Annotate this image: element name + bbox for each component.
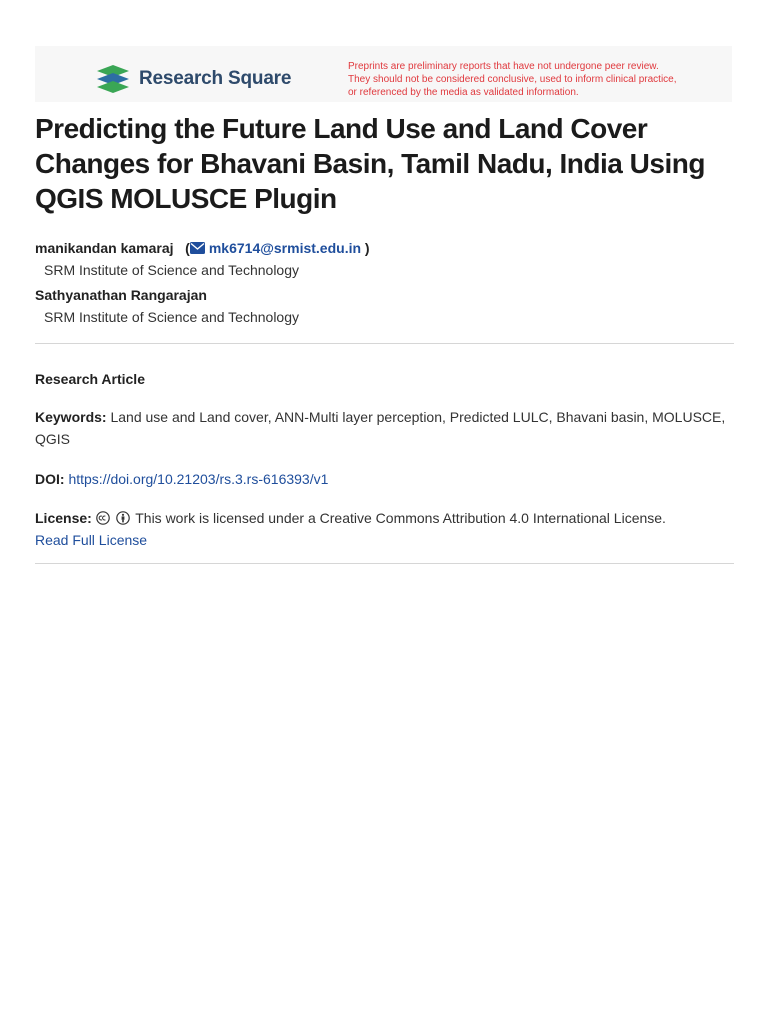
doi-link[interactable]: https://doi.org/10.21203/rs.3.rs-616393/v1 xyxy=(68,471,329,487)
author-name: manikandan kamaraj xyxy=(35,240,174,256)
by-icon xyxy=(116,511,130,525)
author-affiliation: SRM Institute of Science and Technology xyxy=(44,262,300,278)
disclaimer-line: or referenced by the media as validated information. xyxy=(348,87,579,98)
license-label: License: xyxy=(35,510,92,526)
doi xyxy=(35,468,735,490)
author-list xyxy=(35,238,735,332)
title-line: Predicting the Future Land Use and Land Cover xyxy=(35,113,648,144)
cc-icon xyxy=(96,511,110,525)
license xyxy=(35,507,735,551)
disclaimer-line: They should not be considered conclusive, used to inform clinical practice, xyxy=(348,74,677,85)
brand-name: Research Square xyxy=(139,68,292,89)
keywords-value: Land use and Land cover, ANN-Multi layer perception, Predicted LULC, Bhavani basin, MOLUSCE, QGIS xyxy=(35,409,726,447)
read-full-license-link[interactable]: Read Full License xyxy=(35,532,148,548)
keywords-label: Keywords: xyxy=(35,409,107,425)
doi-label: DOI: xyxy=(35,471,65,487)
research-square-logo[interactable] xyxy=(95,64,291,94)
preprint-disclaimer xyxy=(348,60,677,99)
section-divider xyxy=(35,343,734,344)
author-entry xyxy=(35,285,735,306)
author-email: mk6714@srmist.edu.in xyxy=(208,240,362,256)
envelope-icon xyxy=(190,242,205,254)
paper-title xyxy=(35,111,740,216)
title-line: Changes for Bhavani Basin, Tamil Nadu, India Using xyxy=(35,148,705,179)
disclaimer-line: Preprints are preliminary reports that have not undergone peer review. xyxy=(348,61,659,72)
author-name: Sathyanathan Rangarajan xyxy=(35,287,207,303)
author-entry: manikandan kamaraj ( mk6714@srmist.edu.in ) xyxy=(35,240,370,256)
license-text: This work is licensed under a Creative Commons Attribution 4.0 International License. xyxy=(135,510,666,526)
author-affiliation: SRM Institute of Science and Technology xyxy=(44,309,300,325)
keywords xyxy=(35,406,735,450)
article-type: Research Article xyxy=(35,371,145,387)
section-divider xyxy=(35,563,734,564)
preprint-banner xyxy=(35,46,732,102)
research-square-logo-icon xyxy=(95,64,131,94)
title-line: QGIS MOLUSCE Plugin xyxy=(35,183,337,214)
author-email-link[interactable] xyxy=(190,240,361,256)
